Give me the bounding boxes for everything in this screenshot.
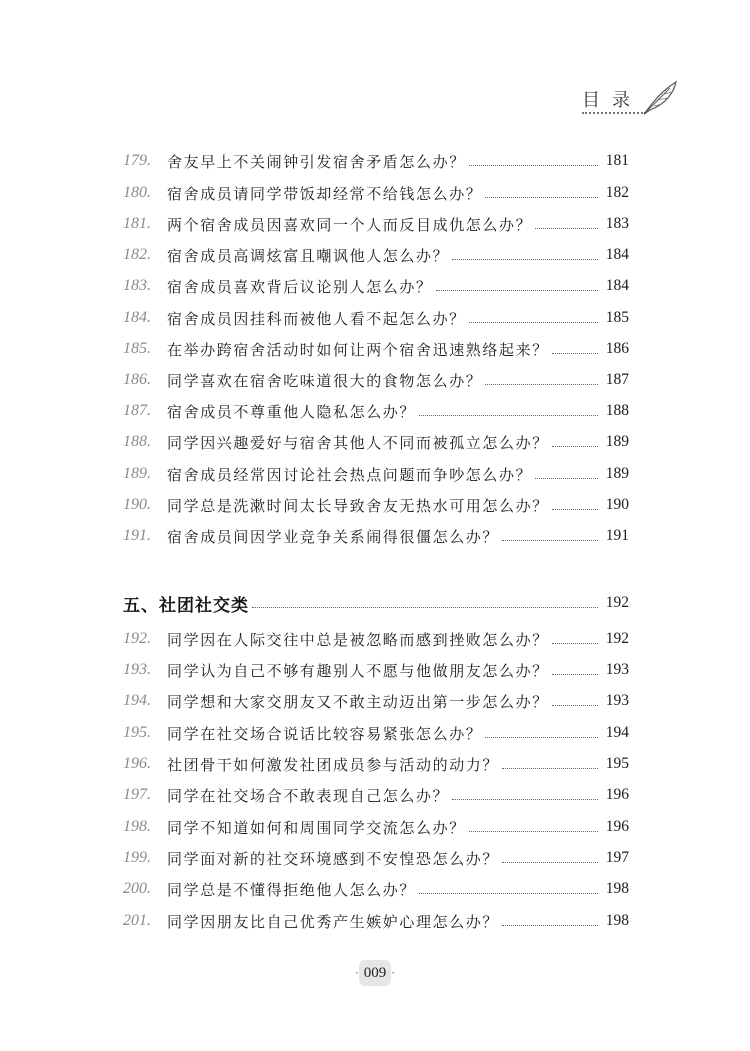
dot-leader	[552, 446, 598, 447]
entry-title: 同学不知道如何和周围同学交流怎么办？	[167, 818, 466, 837]
entry-page: 192	[605, 630, 629, 647]
entry-number: 186.	[123, 371, 151, 388]
header-dotted-rule	[582, 112, 646, 114]
bullet-dot-icon: ·	[354, 966, 359, 980]
entry-number: 190.	[123, 496, 151, 513]
entry-page: 182	[605, 184, 629, 201]
entry-title: 两个宿舍成员因喜欢同一个人而反目成仇怎么办？	[167, 215, 533, 234]
entry-page: 187	[605, 371, 629, 388]
dot-leader	[552, 353, 598, 354]
toc-entry[interactable]	[123, 846, 629, 870]
entry-number: 189.	[123, 465, 151, 482]
entry-title: 社团骨干如何激发社团成员参与活动的动力？	[167, 755, 500, 774]
toc-entry[interactable]	[123, 181, 629, 205]
entry-page: 186	[605, 340, 629, 357]
dot-leader	[535, 228, 598, 229]
entry-number: 193.	[123, 661, 151, 678]
dot-leader	[552, 643, 598, 644]
dot-leader	[552, 674, 598, 675]
section-title: 五、社团社交类	[123, 595, 249, 616]
entry-page: 196	[605, 786, 629, 803]
entry-number: 182.	[123, 246, 151, 263]
dot-leader	[502, 768, 598, 769]
dot-leader	[485, 197, 598, 198]
entry-number: 183.	[123, 277, 151, 294]
entry-page: 189	[605, 465, 629, 482]
page-number: 009	[363, 964, 387, 981]
entry-page: 190	[605, 496, 629, 513]
entry-page: 194	[605, 724, 629, 741]
entry-page: 191	[605, 527, 629, 544]
toc-entry[interactable]	[123, 815, 629, 839]
entry-title: 宿舍成员高调炫富且嘲讽他人怎么办？	[167, 246, 450, 265]
entry-title: 宿舍成员间因学业竞争关系闹得很僵怎么办？	[167, 527, 500, 546]
dot-leader	[535, 478, 598, 479]
toc-entry[interactable]	[123, 909, 629, 933]
entry-number: 187.	[123, 402, 151, 419]
entry-page: 184	[605, 246, 629, 263]
entry-title: 同学在社交场合不敢表现自己怎么办？	[167, 786, 450, 805]
entry-number: 199.	[123, 849, 151, 866]
entry-title: 宿舍成员不尊重他人隐私怎么办？	[167, 402, 417, 421]
dot-leader	[469, 322, 598, 323]
toc-entry[interactable]	[123, 783, 629, 807]
toc-entry[interactable]	[123, 627, 629, 651]
entry-page: 198	[605, 880, 629, 897]
dot-leader	[502, 862, 598, 863]
entry-number: 200.	[123, 880, 151, 897]
dot-leader	[252, 607, 598, 608]
entry-page: 197	[605, 849, 629, 866]
dot-leader	[452, 799, 598, 800]
entry-title: 同学认为自己不够有趣别人不愿与他做朋友怎么办？	[167, 661, 549, 680]
entry-page: 193	[605, 692, 629, 709]
entry-number: 194.	[123, 692, 151, 709]
entry-title: 同学想和大家交朋友又不敢主动迈出第一步怎么办？	[167, 692, 549, 711]
dot-leader	[469, 165, 598, 166]
toc-entry[interactable]	[123, 493, 629, 517]
entry-title: 同学因在人际交往中总是被忽略而感到挫败怎么办？	[167, 630, 549, 649]
entry-number: 192.	[123, 630, 151, 647]
feather-quill-icon	[640, 80, 680, 116]
toc-entry[interactable]	[123, 658, 629, 682]
toc-entry[interactable]	[123, 877, 629, 901]
entry-page: 185	[605, 309, 629, 326]
entry-page: 188	[605, 402, 629, 419]
dot-leader	[419, 893, 598, 894]
entry-title: 同学喜欢在宿舍吃味道很大的食物怎么办？	[167, 371, 483, 390]
entry-title: 同学总是洗漱时间太长导致舍友无热水可用怎么办？	[167, 496, 549, 515]
header-title: 目录	[582, 90, 642, 111]
entry-page: 198	[605, 912, 629, 929]
entry-number: 179.	[123, 152, 151, 169]
bullet-dot-icon: ·	[391, 966, 396, 980]
toc-entry[interactable]	[123, 399, 629, 423]
dot-leader	[485, 737, 598, 738]
dot-leader	[485, 384, 598, 385]
toc-entry[interactable]	[123, 752, 629, 776]
dot-leader	[452, 259, 598, 260]
entry-title: 同学因朋友比自己优秀产生嫉妒心理怎么办？	[167, 912, 500, 931]
entry-title: 宿舍成员因挂科而被他人看不起怎么办？	[167, 309, 466, 328]
entry-title: 在举办跨宿舍活动时如何让两个宿舍迅速熟络起来？	[167, 340, 549, 359]
toc-entry[interactable]	[123, 149, 629, 173]
toc-entry[interactable]	[123, 274, 629, 298]
section-page: 192	[605, 594, 629, 611]
dot-leader	[552, 509, 598, 510]
entry-number: 195.	[123, 724, 151, 741]
entry-title: 宿舍成员经常因讨论社会热点问题而争吵怎么办？	[167, 465, 533, 484]
entry-number: 184.	[123, 309, 151, 326]
page-footer	[343, 958, 407, 988]
entry-page: 196	[605, 818, 629, 835]
toc-entry[interactable]	[123, 721, 629, 745]
entry-number: 197.	[123, 786, 151, 803]
toc-entry[interactable]	[123, 337, 629, 361]
entry-title: 同学在社交场合说话比较容易紧张怎么办？	[167, 724, 483, 743]
dot-leader	[436, 290, 598, 291]
entry-page: 193	[605, 661, 629, 678]
entry-number: 185.	[123, 340, 151, 357]
toc-entry[interactable]	[123, 243, 629, 267]
dot-leader	[502, 925, 598, 926]
entry-number: 201.	[123, 912, 151, 929]
entry-number: 181.	[123, 215, 151, 232]
dot-leader	[469, 831, 598, 832]
toc-entry[interactable]	[123, 306, 629, 330]
toc-entry[interactable]	[123, 524, 629, 548]
entry-page: 183	[605, 215, 629, 232]
entry-number: 198.	[123, 818, 151, 835]
dot-leader	[419, 415, 598, 416]
entry-number: 188.	[123, 433, 151, 450]
entry-title: 宿舍成员喜欢背后议论别人怎么办？	[167, 277, 433, 296]
entry-page: 184	[605, 277, 629, 294]
toc-entry[interactable]	[123, 462, 629, 486]
dot-leader	[552, 705, 598, 706]
running-header	[578, 80, 688, 120]
entry-page: 189	[605, 433, 629, 450]
entry-title: 同学面对新的社交环境感到不安惶恐怎么办？	[167, 849, 500, 868]
toc-entry[interactable]	[123, 212, 629, 236]
entry-title: 宿舍成员请同学带饭却经常不给钱怎么办？	[167, 184, 483, 203]
entry-number: 180.	[123, 184, 151, 201]
toc-entry[interactable]	[123, 368, 629, 392]
entry-number: 196.	[123, 755, 151, 772]
toc-entry[interactable]	[123, 689, 629, 713]
toc-entry[interactable]	[123, 430, 629, 454]
dot-leader	[502, 540, 598, 541]
entry-title: 同学总是不懂得拒绝他人怎么办？	[167, 880, 417, 899]
entry-page: 181	[605, 152, 629, 169]
entry-page: 195	[605, 755, 629, 772]
entry-title: 舍友早上不关闹钟引发宿舍矛盾怎么办？	[167, 152, 466, 171]
entry-title: 同学因兴趣爱好与宿舍其他人不同而被孤立怎么办？	[167, 433, 549, 452]
section-heading[interactable]	[123, 590, 629, 616]
entry-number: 191.	[123, 527, 151, 544]
